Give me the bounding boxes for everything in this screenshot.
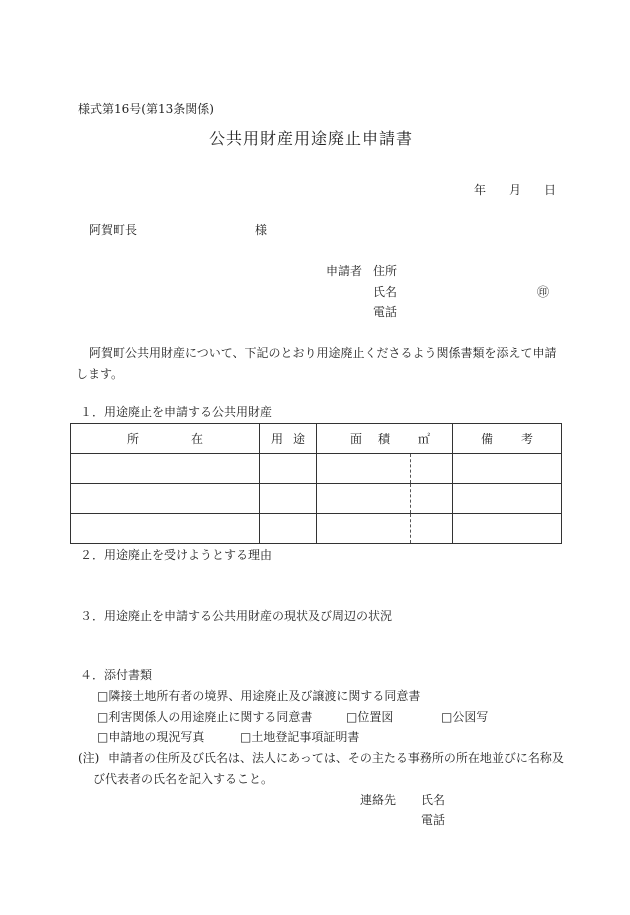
attachment-item-location-map: □位置図 <box>346 710 394 724</box>
note-line-2: び代表者の氏名を記入すること。 <box>93 772 274 786</box>
cell-location[interactable] <box>71 454 260 484</box>
table-row <box>71 484 562 514</box>
page-title: 公共用財産用途廃止申請書 <box>209 129 414 148</box>
seal-mark: ㊞ <box>537 285 550 299</box>
cell-remarks[interactable] <box>453 454 562 484</box>
header-remarks <box>453 424 562 454</box>
cell-area-decimal[interactable] <box>411 484 453 514</box>
header-area <box>317 424 453 454</box>
attachment-item-site-photos: □申請地の現況写真 <box>97 730 205 744</box>
cell-location[interactable] <box>71 484 260 514</box>
section-3-heading: ３．用途廃止を申請する公共用財産の現状及び周辺の状況 <box>80 609 393 623</box>
header-remarks-char-2: 考 <box>521 432 534 446</box>
cell-remarks[interactable] <box>453 484 562 514</box>
attachment-item-stakeholder-consent: □利害関係人の用途廃止に関する同意書 <box>97 710 313 724</box>
note-label: (注) <box>78 751 100 765</box>
section-4-heading: ４．添付書類 <box>80 668 153 682</box>
cell-area-integer[interactable] <box>317 484 411 514</box>
contact-phone-label: 電話 <box>421 813 446 827</box>
addressee-name: 阿賀町長 <box>89 223 138 237</box>
header-remarks-char-1: 備 <box>481 432 494 446</box>
date-year-label: 年 <box>474 183 487 197</box>
contact-label: 連絡先 <box>360 793 397 807</box>
header-use-char-1: 用 <box>271 432 284 446</box>
header-use <box>260 424 317 454</box>
section-1-heading: １．用途廃止を申請する公共用財産 <box>80 405 273 419</box>
applicant-phone-label: 電話 <box>373 305 398 319</box>
header-location-char-2: 在 <box>190 432 203 446</box>
property-table <box>70 423 562 544</box>
applicant-address-label: 住所 <box>373 264 398 278</box>
header-area-char-1: 面 <box>350 432 363 446</box>
cell-use[interactable] <box>260 514 317 544</box>
header-use-char-2: 途 <box>292 432 305 446</box>
table-row <box>71 454 562 484</box>
header-location <box>71 424 260 454</box>
cell-area-decimal[interactable] <box>411 514 453 544</box>
header-location-char-1: 所 <box>127 432 140 446</box>
attachment-item-boundary-consent: □隣接土地所有者の境界、用途廃止及び譲渡に関する同意書 <box>97 689 421 703</box>
attachment-item-cadastral-map: □公図写 <box>441 710 489 724</box>
form-number: 様式第16号(第13条関係) <box>78 102 214 116</box>
date-month-label: 月 <box>509 183 522 197</box>
section-2-heading: ２．用途廃止を受けようとする理由 <box>80 548 273 562</box>
header-area-unit: ㎡ <box>418 432 431 446</box>
cell-use[interactable] <box>260 454 317 484</box>
cell-area-integer[interactable] <box>317 514 411 544</box>
intro-line-2: します。 <box>76 367 124 381</box>
addressee-honorific: 様 <box>255 223 268 237</box>
cell-area-decimal[interactable] <box>411 454 453 484</box>
applicant-name-label: 氏名 <box>373 285 398 299</box>
attachment-item-registry-certificate: □土地登記事項証明書 <box>240 730 360 744</box>
cell-use[interactable] <box>260 484 317 514</box>
applicant-label: 申請者 <box>326 264 363 278</box>
contact-name-label: 氏名 <box>421 793 446 807</box>
header-area-char-2: 積 <box>378 432 391 446</box>
cell-location[interactable] <box>71 514 260 544</box>
intro-line-1: 阿賀町公共用財産について、下記のとおり用途廃止くださるよう関係書類を添えて申請 <box>89 346 557 360</box>
date-day-label: 日 <box>544 183 557 197</box>
cell-remarks[interactable] <box>453 514 562 544</box>
note-line-1: 申請者の住所及び氏名は、法人にあっては、その主たる事務所の所在地並びに名称及 <box>108 751 564 765</box>
table-header-row <box>71 424 562 454</box>
table-row <box>71 514 562 544</box>
cell-area-integer[interactable] <box>317 454 411 484</box>
